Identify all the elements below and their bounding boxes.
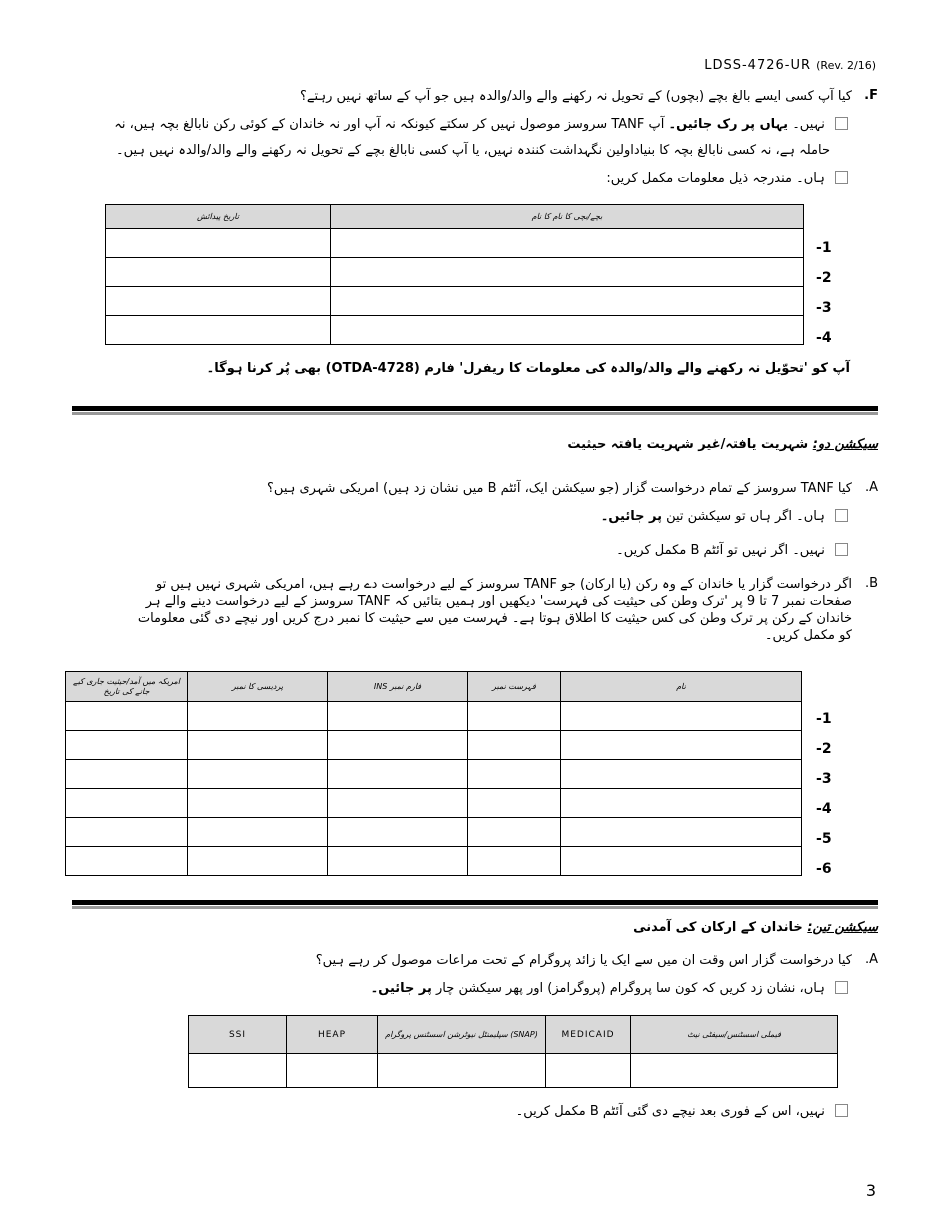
row-number: 2-	[816, 270, 832, 286]
col-family-assistance: فیملی اسسٹنس/سیفٹی نیٹ	[631, 1016, 838, 1054]
row-number: 2-	[816, 741, 832, 757]
question-f-letter: .F	[864, 88, 878, 103]
alien-number-cell[interactable]	[188, 760, 328, 789]
child-name-cell[interactable]	[331, 229, 804, 258]
col-dob: تاریخ پیدائش	[106, 205, 331, 229]
name-cell[interactable]	[561, 731, 802, 760]
section-three-a-text: کیا درخواست گزار اس وقت ان میں سے ایک یا زائد پروگرام کے تحت مراعات موصول کر رہے ہیں؟	[315, 953, 852, 968]
alien-number-cell[interactable]	[188, 818, 328, 847]
row-number: 5-	[816, 831, 832, 847]
arrival-date-cell[interactable]	[66, 731, 188, 760]
section-three-a-yes	[148, 980, 848, 997]
row-number: 3-	[816, 300, 832, 316]
family-assistance-cell[interactable]	[631, 1054, 838, 1088]
col-snap: سپلیمنٹل نیوٹرشن اسسٹنس پروگرام (SNAP)	[378, 1016, 546, 1054]
section-three-a-no	[148, 1103, 848, 1120]
list-number-cell[interactable]	[468, 818, 561, 847]
option-no-pre: نہیں۔	[792, 117, 825, 132]
alien-number-cell[interactable]	[188, 847, 328, 876]
snap-cell[interactable]	[378, 1054, 546, 1088]
row-number: 6-	[816, 861, 832, 877]
referral-note: آپ کو 'تحوّیل نہ رکھنے والے والد/والدہ کی معلومات کا ریفرل' فارم (OTDA-4728) بھی پُر کرنا ہوگا۔	[206, 361, 850, 376]
children-table	[105, 204, 804, 345]
col-medicaid: MEDICAID	[546, 1016, 631, 1054]
arrival-date-cell[interactable]	[66, 702, 188, 731]
question-f-option-no	[68, 116, 848, 133]
name-cell[interactable]	[561, 818, 802, 847]
list-number-cell[interactable]	[468, 760, 561, 789]
section-two-heading: شہریت یافتہ/غیر شہریت یافتہ حیثیت	[567, 437, 809, 452]
section-two-a-text: کیا TANF سروسز کے تمام درخواست گزار (جو سیکشن ایک، آئٹم B میں نشان زد ہیں) امریکی شہری ہیں؟	[267, 481, 852, 496]
option-yes-label: ہاں۔ مندرجہ ذیل معلومات مکمل کریں:	[606, 171, 825, 186]
child-dob-cell[interactable]	[106, 258, 331, 287]
arrival-date-cell[interactable]	[66, 847, 188, 876]
section-three-heading: خاندان کے ارکان کی آمدنی	[633, 920, 803, 935]
list-number-cell[interactable]	[468, 702, 561, 731]
section-two-a-no-checkbox[interactable]	[835, 543, 848, 556]
question-f-yes-checkbox[interactable]	[835, 171, 848, 184]
child-dob-cell[interactable]	[106, 316, 331, 345]
question-f-no-checkbox[interactable]	[835, 117, 848, 130]
page-number: 3	[865, 1181, 876, 1200]
section-two-b-text	[72, 576, 852, 644]
question-f-text: کیا آپ کسی ایسے بالغ بچے (بچوں) کے تحویل نہ رکھنے والے والد/والدہ ہیں جو آپ کے ساتھ نہیں رہتے؟	[300, 89, 852, 104]
section-two-b-line: اگر درخواست گزار یا خاندان کے وہ رکن (یا ارکان) جو TANF سروسز کے لیے درخواست دے رہے ہیں، امریکی شہری نہیں ہیں تو	[155, 577, 852, 592]
col-list-number: فہرست نمبر	[468, 672, 561, 702]
child-name-cell[interactable]	[331, 258, 804, 287]
option-no-stop: یہاں پر رک جائیں۔	[668, 117, 789, 132]
alien-number-cell[interactable]	[188, 702, 328, 731]
list-number-cell[interactable]	[468, 847, 561, 876]
option-no-rest: آپ TANF سروسز موصول نہیں کر سکتے کیونکہ نہ آپ اور نہ خاندان کے کوئی رکن نابالغ بچہ ہیں، نہ	[114, 117, 665, 132]
col-ssi: SSI	[189, 1016, 287, 1054]
section-two-a-no	[148, 542, 848, 559]
section-divider	[72, 900, 878, 905]
list-number-cell[interactable]	[468, 731, 561, 760]
ins-form-cell[interactable]	[328, 818, 468, 847]
section-two-a-letter: .A	[864, 480, 878, 495]
section-two-a-yes-label: ہاں۔ اگر ہاں تو سیکشن تین	[666, 509, 825, 524]
section-three-a-no-checkbox[interactable]	[835, 1104, 848, 1117]
form-code-id: LDSS-4726-UR	[704, 58, 811, 73]
arrival-date-cell[interactable]	[66, 818, 188, 847]
heap-cell[interactable]	[287, 1054, 378, 1088]
section-three-title	[278, 920, 878, 935]
section-two-title	[278, 437, 878, 452]
child-dob-cell[interactable]	[106, 229, 331, 258]
section-two-a-yes-checkbox[interactable]	[835, 509, 848, 522]
section-three-label: سیکشن تین:	[807, 920, 878, 935]
section-two-b-line: خاندان کے رکن پر ترک وطن کی کس حیثیت کا اطلاق ہوتا ہے۔ فہرست میں سے حیثیت کا نمبر درج کریں اور نیچے دی گئی معلومات	[137, 611, 852, 626]
section-two-b-line: صفحات نمبر 7 تا 9 پر 'ترک وطن کی حیثیت کی فہرست' دیکھیں اور ہمیں بتائیں کہ TANF سروسز کے لیے درخواست دینے والے ہر	[145, 594, 852, 609]
section-three-a-yes-checkbox[interactable]	[835, 981, 848, 994]
medicaid-cell[interactable]	[546, 1054, 631, 1088]
section-two-a-yes-goto: پر جائیں۔	[600, 509, 662, 524]
section-two-a-yes	[148, 508, 848, 525]
row-number: 1-	[816, 240, 832, 256]
col-name: نام	[561, 672, 802, 702]
section-two-b-letter: .B	[864, 576, 878, 591]
row-number: 3-	[816, 771, 832, 787]
col-alien-number: پردیسی کا نمبر	[188, 672, 328, 702]
row-number: 4-	[816, 330, 832, 346]
alien-number-cell[interactable]	[188, 731, 328, 760]
col-ins-form: INS فارم نمبر	[328, 672, 468, 702]
name-cell[interactable]	[561, 760, 802, 789]
ssi-cell[interactable]	[189, 1054, 287, 1088]
col-heap: HEAP	[287, 1016, 378, 1054]
question-f-option-yes	[88, 170, 848, 187]
ins-form-cell[interactable]	[328, 760, 468, 789]
section-divider	[72, 406, 878, 411]
name-cell[interactable]	[561, 702, 802, 731]
ins-form-cell[interactable]	[328, 731, 468, 760]
name-cell[interactable]	[561, 847, 802, 876]
arrival-date-cell[interactable]	[66, 789, 188, 818]
child-name-cell[interactable]	[331, 316, 804, 345]
section-divider-shadow	[72, 412, 878, 415]
section-two-label: سیکشن دو:	[812, 437, 878, 452]
section-three-a-letter: .A	[864, 952, 878, 967]
row-number: 1-	[816, 711, 832, 727]
ins-form-cell[interactable]	[328, 789, 468, 818]
section-three-a-yes-goto: پر جائیں۔	[370, 981, 432, 996]
child-name-cell[interactable]	[331, 287, 804, 316]
form-revision: (Rev. 2/16)	[816, 59, 876, 72]
section-two-b-line: کو مکمل کریں۔	[764, 628, 852, 643]
question-f-option-no-line2: حاملہ ہے، نہ کسی نابالغ بچہ کا بنیاداولین نگہداشت کنندہ نہیں، یا آپ کسی نابالغ بچے کے تحویل نہ رکھنے والے والد/والدہ نہیں ہیں۔	[115, 143, 830, 158]
section-three-a-no-label: نہیں، اس کے فوری بعد نیچے دی گئی آئٹم B مکمل کریں۔	[515, 1104, 825, 1119]
row-number: 4-	[816, 801, 832, 817]
alien-number-cell[interactable]	[188, 789, 328, 818]
col-child-name: بچے/بچی کا نام کا نام	[331, 205, 804, 229]
col-arrival-date: امریکہ میں آمد/حیثیت جاری کیے جانے کی تاریخ	[66, 672, 188, 702]
child-dob-cell[interactable]	[106, 287, 331, 316]
section-two-a-no-label: نہیں۔ اگر نہیں تو آئٹم B مکمل کریں۔	[616, 543, 825, 558]
programs-table	[188, 1015, 838, 1088]
arrival-date-cell[interactable]	[66, 760, 188, 789]
form-code	[704, 58, 876, 73]
section-divider-shadow	[72, 906, 878, 909]
immigration-table	[65, 671, 802, 876]
ins-form-cell[interactable]	[328, 847, 468, 876]
section-three-a-yes-label: ہاں، نشان زد کریں کہ کون سا پروگرام (پروگرامز) اور پھر سیکشن چار	[436, 981, 825, 996]
ins-form-cell[interactable]	[328, 702, 468, 731]
list-number-cell[interactable]	[468, 789, 561, 818]
name-cell[interactable]	[561, 789, 802, 818]
